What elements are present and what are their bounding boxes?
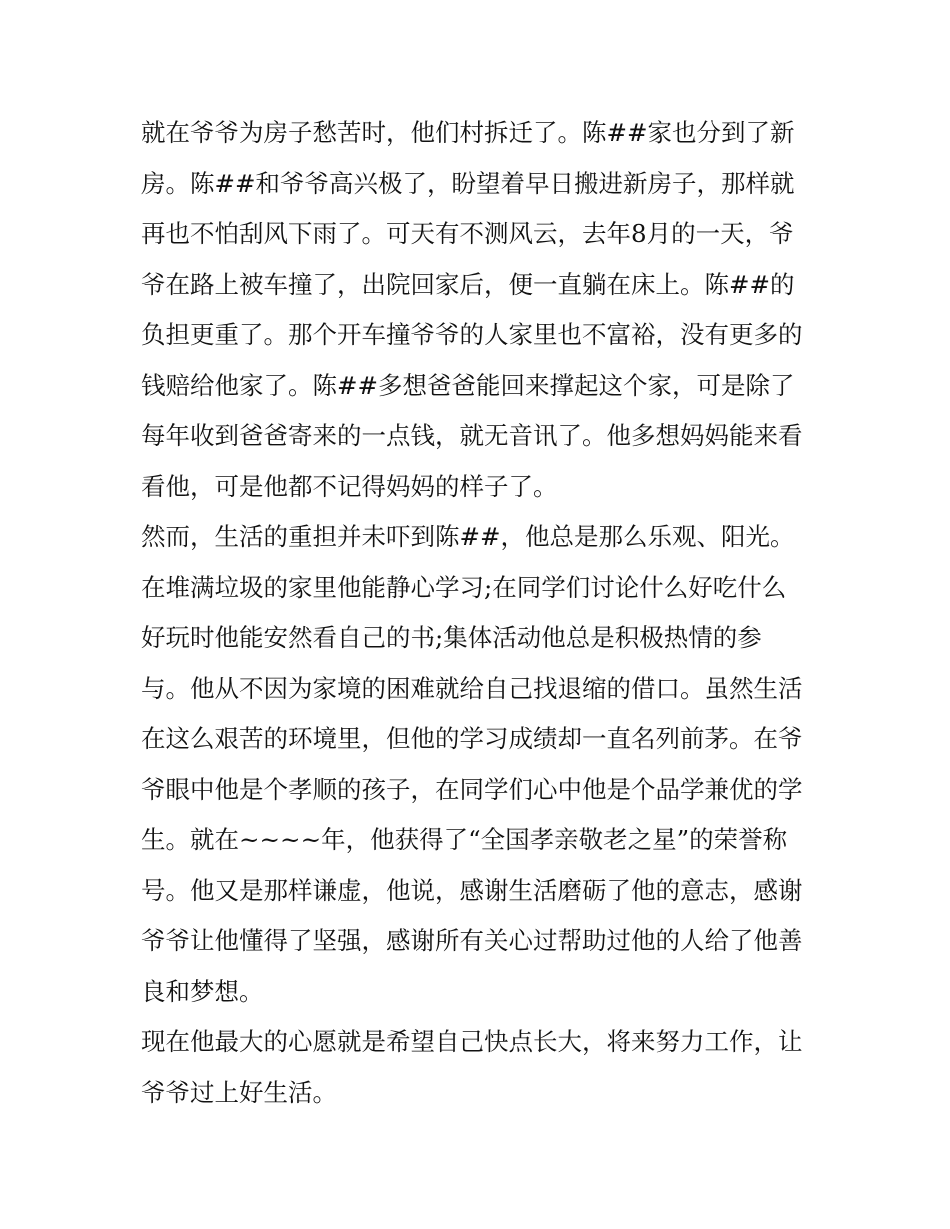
document-body [141, 108, 821, 1118]
text-line: 好玩时他能安然看自己的书;集体活动他总是积极热情的参 [141, 623, 762, 652]
text-line: 在这么艰苦的环境里，但他的学习成绩却一直名列前茅。在爷 [141, 724, 803, 753]
text-line: 爷爷让他懂得了坚强，感谢所有关心过帮助过他的人给了他善 [141, 926, 803, 955]
text-line: 与。他从不因为家境的困难就给自己找退缩的借口。虽然生活 [141, 673, 803, 703]
paragraph-2 [141, 512, 821, 1017]
text-line: 爷眼中他是个孝顺的孩子，在同学们心中他是个品学兼优的学 [141, 774, 803, 804]
text-line: 再也不怕刮风下雨了。可天有不测风云，去年8月的一天，爷 [141, 219, 794, 248]
text-line: 负担更重了。那个开车撞爷爷的人家里也不富裕，没有更多的 [141, 320, 803, 349]
text-line: 在堆满垃圾的家里他能静心学习;在同学们讨论什么好吃什么 [141, 572, 787, 602]
text-line: 爷爷过上好生活。 [141, 1077, 337, 1107]
text-line: 每年收到爸爸寄来的一点钱，就无音讯了。他多想妈妈能来看 [141, 421, 803, 450]
text-line: 号。他又是那样谦虚，他说，感谢生活磨砺了他的意志，感谢 [141, 875, 803, 905]
text-line: 房。陈##和爷爷高兴极了，盼望着早日搬进新房子，那样就 [141, 168, 795, 198]
text-line: 看他，可是他都不记得妈妈的样子了。 [141, 471, 558, 501]
text-line: 良和梦想。 [141, 976, 264, 1006]
text-line: 钱赔给他家了。陈##多想爸爸能回来撑起这个家，可是除了 [141, 370, 795, 400]
text-line: 然而，生活的重担并未吓到陈##，他总是那么乐观、阳光。 [141, 522, 795, 551]
text-line: 就在爷爷为房子愁苦时，他们村拆迁了。陈##家也分到了新 [141, 118, 795, 147]
paragraph-1 [141, 108, 821, 512]
paragraph-3 [141, 1017, 821, 1118]
text-line: 爷在路上被车撞了，出院回家后，便一直躺在床上。陈##的 [141, 269, 795, 299]
text-line: 现在他最大的心愿就是希望自己快点长大，将来努力工作，让 [141, 1027, 803, 1056]
text-line: 生。就在~~~~年，他获得了“全国孝亲敬老之星”的荣誉称 [141, 825, 788, 854]
